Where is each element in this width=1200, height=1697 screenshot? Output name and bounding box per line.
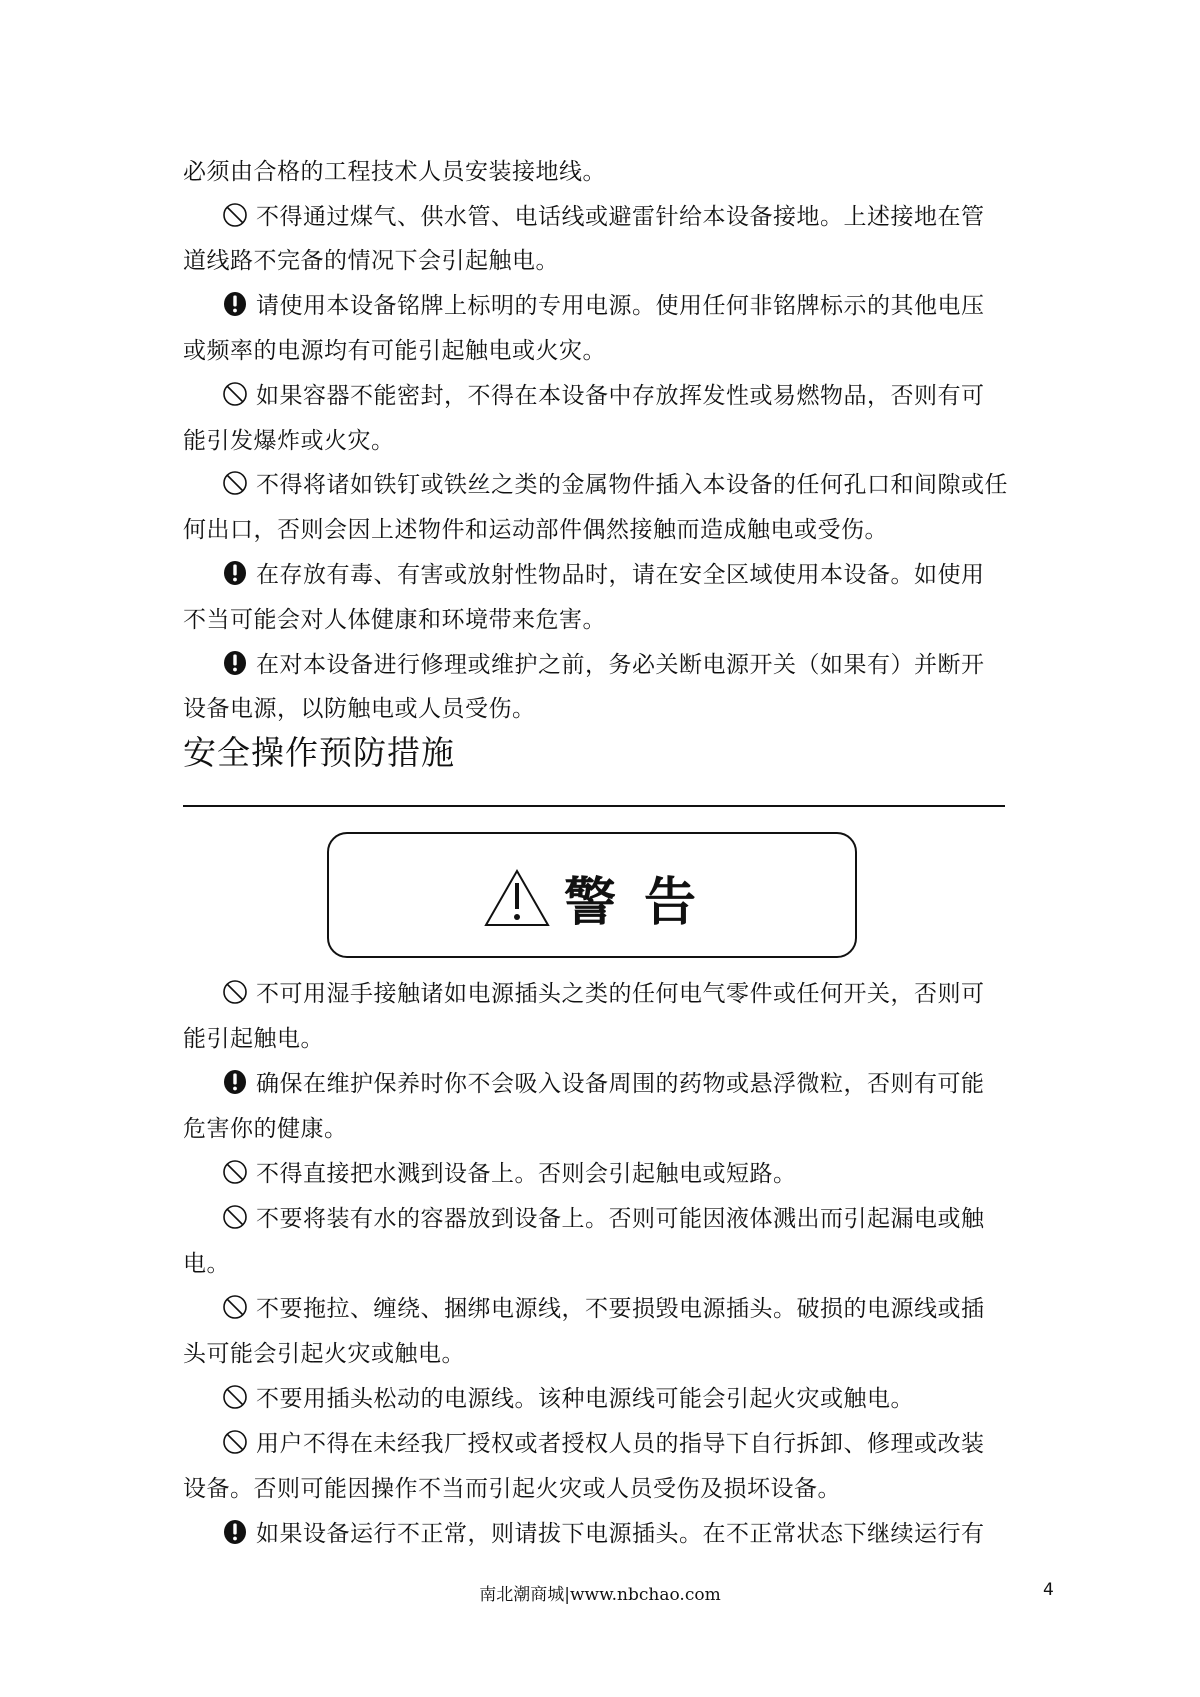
line-text: 请使用本设备铭牌上标明的专用电源。使用任何非铭牌标示的其他电压 [256,293,985,319]
mandatory-exclamation-icon [222,1069,248,1095]
line-text: 不要用插头松动的电源线。该种电源线可能会引起火灾或触电。 [256,1386,914,1412]
line-text: 危害你的健康。 [183,1116,348,1142]
prohibition-icon [222,1384,248,1410]
paragraph-line [222,291,985,321]
line-text: 不得将诸如铁钉或铁丝之类的金属物件插入本设备的任何孔口和间隙或任 [256,472,1008,498]
prohibition-icon [222,1294,248,1320]
horizontal-divider [183,805,1005,807]
paragraph-line [222,1069,985,1099]
prohibition-icon [222,381,248,407]
prohibition-icon [222,1429,248,1455]
section-heading: 安全操作预防措施 [183,733,455,772]
warning-title: 警告 [564,873,725,933]
line-text: 能引发爆炸或火灾。 [183,428,395,454]
warning-triangle-icon [484,869,550,927]
paragraph-line [183,1114,348,1144]
paragraph-line [222,1519,985,1549]
paragraph-line [183,426,395,456]
line-text: 不得直接把水溅到设备上。否则会引起触电或短路。 [256,1161,797,1187]
mandatory-exclamation-icon [222,560,248,586]
line-text: 如果容器不能密封，不得在本设备中存放挥发性或易燃物品，否则有可 [256,383,985,409]
prohibition-icon [222,979,248,1005]
line-text: 不得通过煤气、供水管、电话线或避雷针给本设备接地。上述接地在管 [256,204,985,230]
paragraph-line [183,336,606,366]
paragraph-line [222,1159,797,1189]
paragraph-line [183,1249,230,1279]
paragraph-line [222,560,985,590]
paragraph-line [222,1294,985,1324]
paragraph-line [183,694,536,724]
line-text: 头可能会引起火灾或触电。 [183,1341,465,1367]
mandatory-exclamation-icon [222,650,248,676]
paragraph-line [183,1339,465,1369]
paragraph-line [183,1024,324,1054]
prohibition-icon [222,202,248,228]
prohibition-icon [222,470,248,496]
line-text: 确保在维护保养时你不会吸入设备周围的药物或悬浮微粒，否则有可能 [256,1071,985,1097]
line-text: 不要将装有水的容器放到设备上。否则可能因液体溅出而引起漏电或触 [256,1206,985,1232]
line-text: 不当可能会对人体健康和环境带来危害。 [183,607,606,633]
line-text: 道线路不完备的情况下会引起触电。 [183,248,559,274]
line-text: 必须由合格的工程技术人员安装接地线。 [183,159,606,185]
paragraph-line [183,157,606,187]
paragraph-line [183,1474,841,1504]
line-text: 电。 [183,1251,230,1277]
mandatory-exclamation-icon [222,1519,248,1545]
line-text: 设备电源，以防触电或人员受伤。 [183,696,536,722]
paragraph-line [222,1384,914,1414]
line-text: 设备。否则可能因操作不当而引起火灾或人员受伤及损坏设备。 [183,1476,841,1502]
paragraph-line [222,1429,985,1459]
paragraph-line [222,381,985,411]
warning-box [327,832,857,958]
line-text: 如果设备运行不正常，则请拔下电源插头。在不正常状态下继续运行有 [256,1521,985,1547]
line-text: 或频率的电源均有可能引起触电或火灾。 [183,338,606,364]
paragraph-line [222,650,985,680]
page-number: 4 [1043,1580,1054,1600]
paragraph-line [222,202,985,232]
paragraph-line [222,470,1008,500]
paragraph-line [183,605,606,635]
line-text: 在对本设备进行修理或维护之前，务必关断电源开关（如果有）并断开 [256,652,985,678]
line-text: 在存放有毒、有害或放射性物品时，请在安全区域使用本设备。如使用 [256,562,985,588]
paragraph-line [222,979,985,1009]
paragraph-line [183,515,888,545]
line-text: 能引起触电。 [183,1026,324,1052]
line-text: 不可用湿手接触诸如电源插头之类的任何电气零件或任何开关，否则可 [256,981,985,1007]
footer-source: 南北潮商城|www.nbchao.com [479,1585,721,1605]
prohibition-icon [222,1159,248,1185]
mandatory-exclamation-icon [222,291,248,317]
prohibition-icon [222,1204,248,1230]
line-text: 不要拖拉、缠绕、捆绑电源线，不要损毁电源插头。破损的电源线或插 [256,1296,985,1322]
paragraph-line [222,1204,985,1234]
line-text: 何出口，否则会因上述物件和运动部件偶然接触而造成触电或受伤。 [183,517,888,543]
line-text: 用户不得在未经我厂授权或者授权人员的指导下自行拆卸、修理或改装 [256,1431,985,1457]
paragraph-line [183,246,559,276]
